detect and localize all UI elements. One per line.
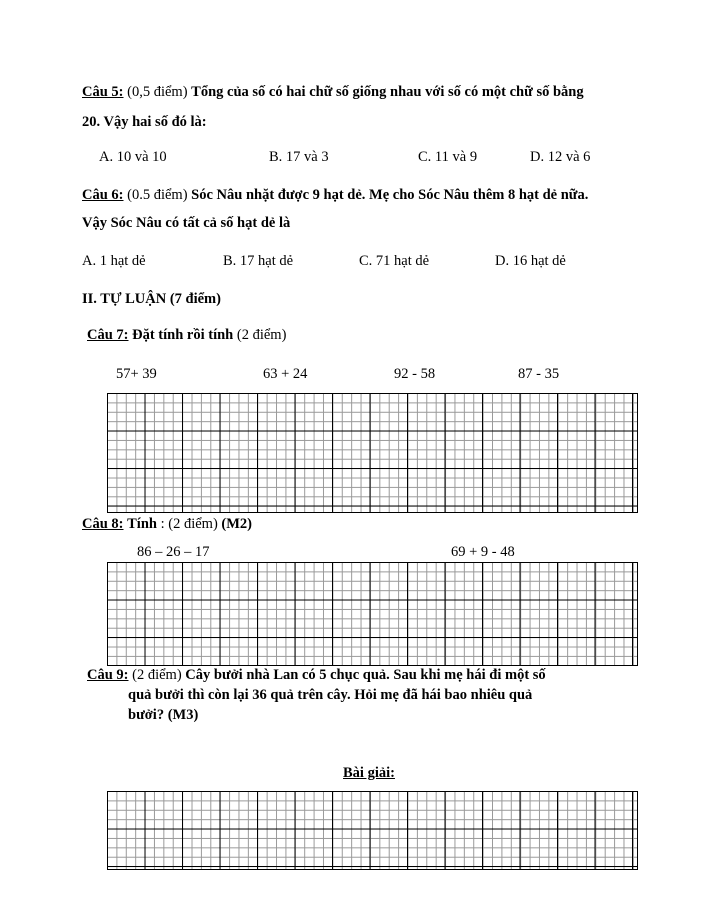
q5-points: (0,5 điểm) bbox=[127, 84, 188, 100]
q6-option-d: D. 16 hạt dẻ bbox=[495, 253, 566, 269]
q6-option-b: B. 17 hạt dẻ bbox=[223, 253, 294, 269]
q9-text2: quả bưởi thì còn lại 36 quả trên cây. Hỏi mẹ đã hái bao nhiêu quả bbox=[128, 687, 533, 703]
q7-expr-4: 87 - 35 bbox=[518, 366, 560, 382]
q7-answer-grid bbox=[107, 393, 638, 513]
q8-line bbox=[82, 516, 252, 533]
q6-option-c: C. 71 hạt dẻ bbox=[359, 253, 430, 269]
q9-answer-grid bbox=[107, 791, 638, 870]
q8-level: (M2) bbox=[221, 516, 252, 532]
q5-line1 bbox=[82, 84, 584, 101]
section2-title: II. TỰ LUẬN (7 điểm) bbox=[82, 291, 221, 307]
q5-text1: Tổng của số có hai chữ số giống nhau với số có một chữ số bằng bbox=[191, 84, 584, 100]
q9-text1: Cây bưởi nhà Lan có 5 chục quả. Sau khi mẹ hái đi một số bbox=[185, 667, 546, 683]
q7-points: (2 điểm) bbox=[236, 327, 287, 343]
q5-option-c: C. 11 và 9 bbox=[418, 149, 478, 165]
q6-points: (0.5 điểm) bbox=[127, 187, 188, 203]
q9-text3: bưởi? (M3) bbox=[128, 707, 199, 723]
q6-line1 bbox=[82, 187, 588, 204]
q5-option-a: A. 10 và 10 bbox=[99, 149, 167, 165]
q9-solution-heading: Bài giải: bbox=[343, 765, 395, 781]
q9-label: Câu 9: bbox=[87, 667, 129, 683]
q7-label: Câu 7: bbox=[87, 327, 129, 343]
q7-line bbox=[87, 327, 286, 344]
q5-text2: 20. Vậy hai số đó là: bbox=[82, 114, 207, 130]
q8-expr-2: 69 + 9 - 48 bbox=[451, 544, 515, 560]
q9-line1 bbox=[87, 667, 546, 684]
q5-option-d: D. 12 và 6 bbox=[530, 149, 591, 165]
q7-expr-3: 92 - 58 bbox=[394, 366, 436, 382]
q6-text1: Sóc Nâu nhặt được 9 hạt dẻ. Mẹ cho Sóc Nâu thêm 8 hạt dẻ nữa. bbox=[191, 187, 589, 203]
q5-option-b: B. 17 và 3 bbox=[269, 149, 329, 165]
q8-expr-1: 86 – 26 – 17 bbox=[137, 544, 210, 560]
q6-option-a: A. 1 hạt dẻ bbox=[82, 253, 146, 269]
q7-expr-2: 63 + 24 bbox=[263, 366, 308, 382]
q5-label: Câu 5: bbox=[82, 84, 124, 100]
q7-title: Đặt tính rồi tính bbox=[132, 327, 234, 343]
q7-expr-1: 57+ 39 bbox=[116, 366, 157, 382]
q6-text2: Vậy Sóc Nâu có tất cả số hạt dẻ là bbox=[82, 215, 291, 231]
q6-label: Câu 6: bbox=[82, 187, 124, 203]
q8-answer-grid bbox=[107, 562, 638, 666]
q8-title: Tính bbox=[127, 516, 157, 532]
q8-label: Câu 8: bbox=[82, 516, 124, 532]
q9-points: (2 điểm) bbox=[132, 667, 182, 683]
q8-points: : (2 điểm) bbox=[160, 516, 218, 532]
